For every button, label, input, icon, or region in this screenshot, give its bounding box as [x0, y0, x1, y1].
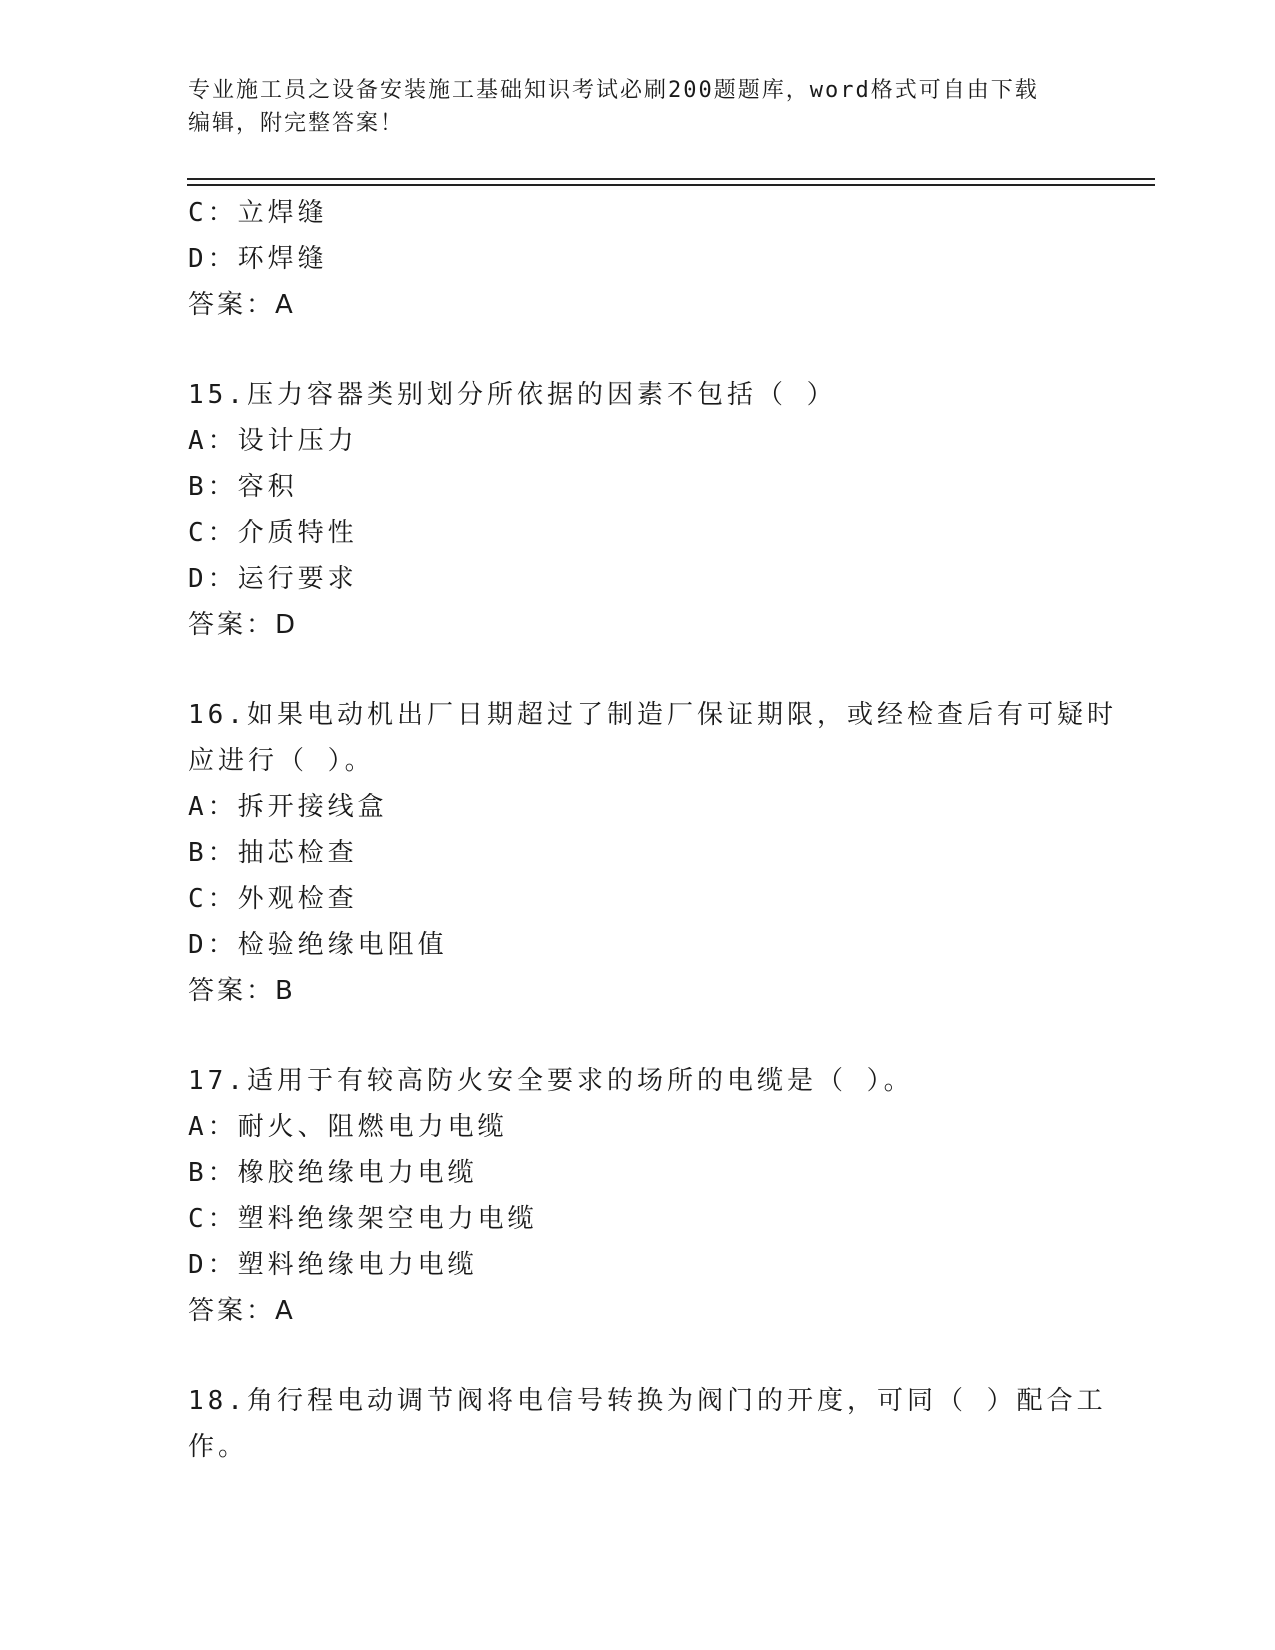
header-divider-top [187, 178, 1155, 180]
option-a: A：耐火、阻燃电力电缆 [188, 1112, 508, 1142]
question-text-line-2: 作。 [188, 1432, 249, 1462]
spacer [188, 1014, 1088, 1058]
header-divider-bottom [187, 184, 1155, 186]
question-block-14 [188, 190, 1088, 328]
option-c: C：外观检查 [188, 884, 358, 914]
option-b: B：容积 [188, 472, 298, 502]
document-header [188, 74, 1088, 140]
question-block-15 [188, 372, 1088, 648]
spacer [188, 648, 1088, 692]
answer: 答案：A [188, 1296, 296, 1326]
question-text: 15.压力容器类别划分所依据的因素不包括（ ） [188, 380, 837, 410]
option-c: C：塑料绝缘架空电力电缆 [188, 1204, 538, 1234]
question-text-line-1: 16.如果电动机出厂日期超过了制造厂保证期限，或经检查后有可疑时 [188, 700, 1117, 730]
header-line-2: 编辑，附完整答案！ [188, 111, 405, 136]
question-list [188, 190, 1117, 1470]
option-d: D：塑料绝缘电力电缆 [188, 1250, 478, 1280]
option-c: C：介质特性 [188, 518, 358, 548]
option-b: B：橡胶绝缘电力电缆 [188, 1158, 478, 1188]
question-text-line-1: 18.角行程电动调节阀将电信号转换为阀门的开度，可同（ ）配合工 [188, 1386, 1107, 1416]
option-d: D：检验绝缘电阻值 [188, 930, 448, 960]
question-text: 17.适用于有较高防火安全要求的场所的电缆是（ ）。 [188, 1066, 914, 1096]
question-block-16 [188, 692, 1117, 1014]
option-c: C：立焊缝 [188, 198, 328, 228]
question-block-17 [188, 1058, 1088, 1334]
option-d: D：运行要求 [188, 564, 358, 594]
question-text-line-2: 应进行（ ）。 [188, 746, 375, 776]
spacer [188, 328, 1088, 372]
answer: 答案：B [188, 976, 296, 1006]
answer: 答案：D [188, 610, 299, 640]
option-a: A：拆开接线盒 [188, 792, 388, 822]
option-d: D：环焊缝 [188, 244, 328, 274]
option-a: A：设计压力 [188, 426, 358, 456]
header-line-1: 专业施工员之设备安装施工基础知识考试必刷200题题库，word格式可自由下载 [188, 78, 1039, 103]
answer: 答案：A [188, 290, 296, 320]
spacer [188, 1334, 1088, 1378]
question-block-18 [188, 1378, 1107, 1470]
option-b: B：抽芯检查 [188, 838, 358, 868]
